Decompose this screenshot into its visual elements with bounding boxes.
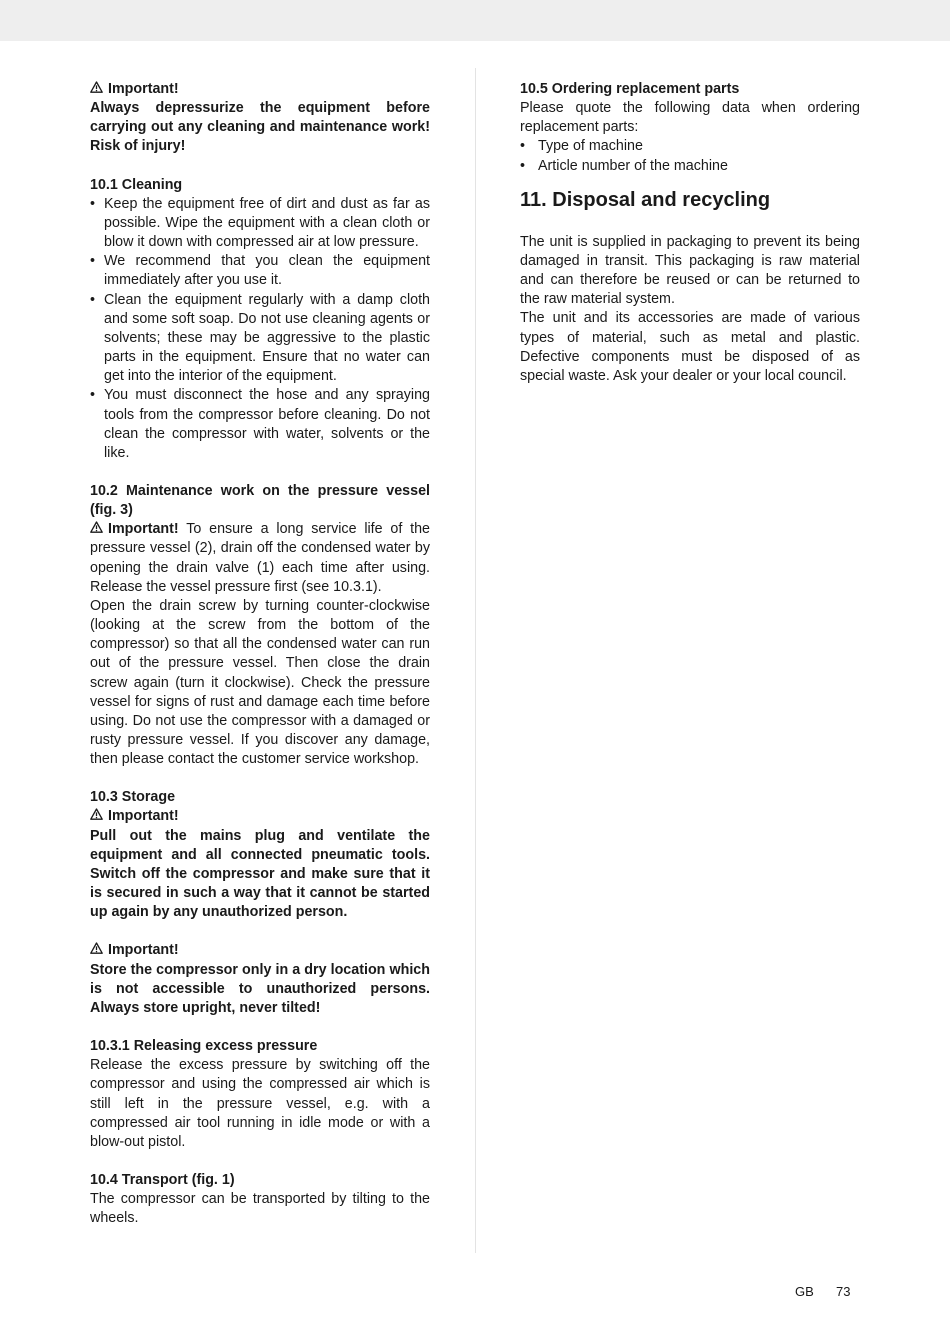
left-column [90, 80, 430, 1228]
storage-location-warning-text: Store the compressor only in a dry location which is not accessible to unauthorized persons. Always store upright, never tilted! [90, 961, 430, 1016]
storage-warning-text: Pull out the mains plug and ventilate the equipment and all connected pneumatic tools. Switch off the compressor and make sure that it is secured in such a way that it cannot be started up again by any unauthorized person. [90, 827, 430, 921]
footer-language-code: GB [795, 1284, 814, 1299]
cleaning-list [90, 195, 430, 463]
disposal-paragraph: The unit and its accessories are made of various types of material, such as metal and plastic. Defective components must be disposed of as special waste. Ask your dealer or your local council. [520, 310, 860, 384]
ordering-parts-body: Please quote the following data when ordering replacement parts: [520, 100, 860, 136]
warning-triangle-icon [90, 941, 103, 960]
warning-triangle-icon [90, 807, 103, 826]
cleaning-heading: 10.1 Cleaning [90, 176, 183, 193]
list-item: • Keep the equipment free of dirt and dust as far as possible. Wipe the equipment with a clean cloth or blow it down with compressed air at low pressure. [90, 195, 430, 252]
list-item: • We recommend that you clean the equipment immediately after you use it. [90, 252, 430, 290]
list-item: • Clean the equipment regularly with a damp cloth and some soft soap. Do not use cleaning agents or solvents; these may be aggressive to the plastic parts in the equipment. Ensure that no water can get into the interior of the equipment. [90, 291, 430, 387]
disposal-paragraph: The unit is supplied in packaging to prevent its being damaged in transit. This packaging is raw material and can therefore be reused or can be returned to the raw material system. [520, 233, 860, 308]
right-column [520, 80, 860, 386]
important-heading: Important! [90, 941, 430, 960]
important-heading: Important! [90, 807, 430, 826]
storage-heading: 10.3 Storage [90, 789, 176, 806]
top-band [0, 0, 950, 41]
transport-body: The compressor can be transported by tilting to the wheels. [90, 1191, 430, 1227]
disposal-heading: 11. Disposal and recycling [520, 188, 771, 211]
page-number: 73 [836, 1284, 851, 1299]
maintenance-heading: 10.2 Maintenance work on the pressure vessel (fig. 3) [90, 482, 430, 519]
list-item: • Type of machine [520, 137, 860, 156]
warning-triangle-icon [90, 520, 103, 539]
releasing-pressure-body: Release the excess pressure by switching off the compressor and using the compressed air which is still left in the pressure vessel, e.g. with a compressed air tool running in idle mode or with a blow-out pistol. [90, 1057, 430, 1150]
ordering-parts-list [520, 137, 860, 175]
warning-triangle-icon [90, 80, 103, 99]
maintenance-body: Open the drain screw by turning counter-clockwise (looking at the screw from the bottom of the compressor) so that all the condensed water can run out of the pressure vessel. Then close the drain screw again (turn it clockwise). Check the pressure vessel for signs of rust and damage each time before using. Do not use the compressor with a damaged or rusty pressure vessel. If you discover any damage, then please contact the customer service workshop. [90, 597, 430, 768]
maintenance-important-paragraph: Important! To ensure a long service life of the pressure vessel (2), drain off the condensed water by opening the drain valve (1) each time after using. Release the vessel pressure first (see 10.3.1). [90, 521, 430, 595]
transport-heading: 10.4 Transport (fig. 1) [90, 1171, 235, 1188]
list-item: • You must disconnect the hose and any spraying tools from the compressor before cleaning. Do not clean the compressor with water, solvents or the like. [90, 386, 430, 463]
depressurize-warning-text: Always depressurize the equipment before carrying out any cleaning and maintenance work! Risk of injury! [90, 100, 430, 155]
maintenance-important-text: To ensure a long service life of the pressure vessel (2), drain off the condensed water by opening the drain valve (1) each time after using. Release the vessel pressure first (see 10.3.1). [90, 521, 430, 595]
ordering-parts-heading: 10.5 Ordering replacement parts [520, 81, 740, 97]
important-heading: Important! [90, 80, 430, 99]
releasing-pressure-heading: 10.3.1 Releasing excess pressure [90, 1038, 318, 1055]
list-item: • Article number of the machine [520, 157, 860, 176]
column-divider [475, 68, 476, 1253]
